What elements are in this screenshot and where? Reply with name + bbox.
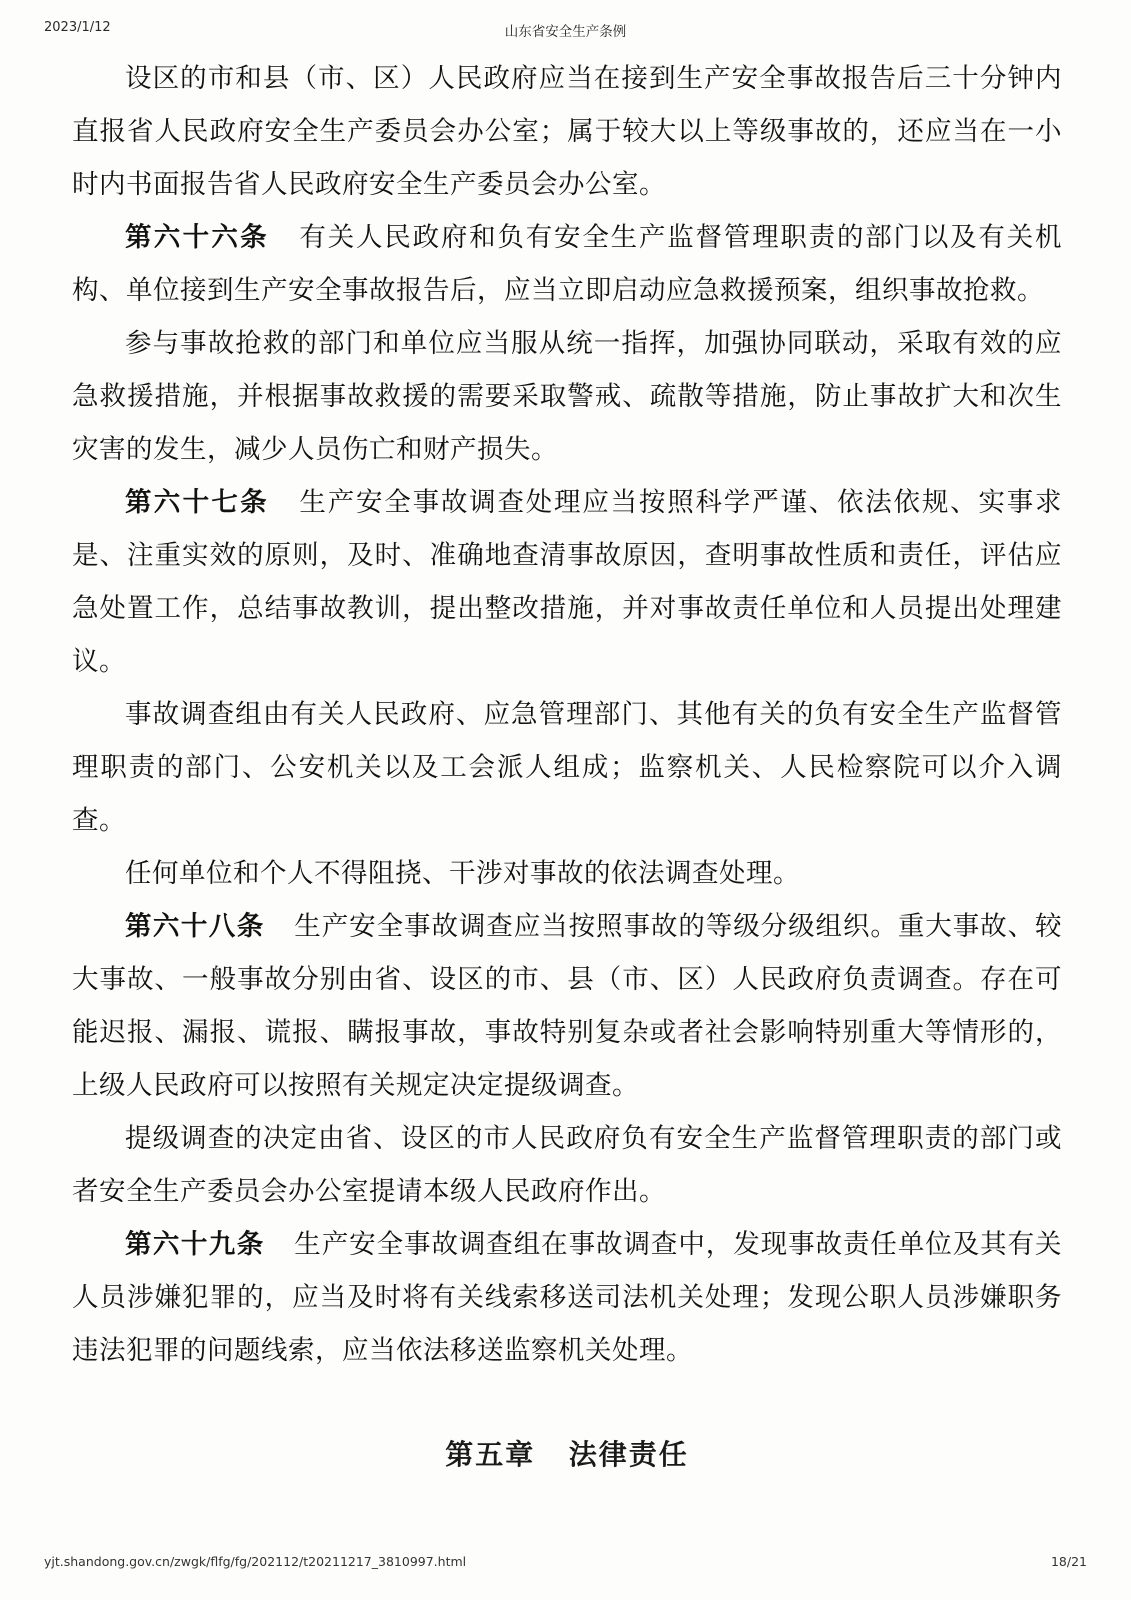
paragraph-rescue-coordination (72, 317, 1062, 476)
paragraph-article-67 (72, 476, 1062, 688)
paragraph-text: 生产安全事故调查应当按照事故的等级分级组织。重大事故、较大事故、一般事故分别由省、设区的市、县（市、区）人民政府负责调查。存在可能迟报、漏报、谎报、瞒报事故，事故特别复杂或者社会影响特别重大等情形的，上级人民政府可以按照有关规定决定提级调查。 (72, 911, 1063, 1101)
chapter-title: 法律责任 (568, 1438, 689, 1471)
paragraph-upgrade-decision (72, 1112, 1062, 1218)
paragraph-continued-report (72, 52, 1062, 211)
chapter-heading (72, 1377, 1062, 1473)
paragraph-article-68 (72, 900, 1062, 1112)
header-document-title: 山东省安全生产条例 (504, 24, 627, 40)
article-number: 第六十七条 (125, 487, 269, 518)
paragraph-investigation-team (72, 688, 1062, 847)
document-body (72, 52, 1062, 1482)
paragraph-article-69 (72, 1218, 1062, 1377)
footer-page-number: 18/21 (1050, 1554, 1087, 1569)
paragraph-text: 参与事故抢救的部门和单位应当服从统一指挥，加强协同联动，采取有效的应急救援措施，并根据事故救援的需要采取警戒、疏散等措施，防止事故扩大和次生灾害的发生，减少人员伤亡和财产损失。 (72, 328, 1062, 465)
paragraph-text: 设区的市和县（市、区）人民政府应当在接到生产安全事故报告后三十分钟内直报省人民政府安全生产委员会办公室；属于较大以上等级事故的，还应当在一小时内书面报告省人民政府安全生产委员会办公室。 (72, 63, 1062, 200)
page-header (0, 20, 1131, 42)
paragraph-article-66 (72, 211, 1062, 317)
paragraph-text: 生产安全事故调查组在事故调查中，发现事故责任单位及其有关人员涉嫌犯罪的，应当及时将有关线索移送司法机关处理；发现公职人员涉嫌职务违法犯罪的问题线索，应当依法移送监察机关处理。 (72, 1229, 1063, 1366)
chapter-number: 第五章 (445, 1438, 536, 1471)
paragraph-text: 生产安全事故调查处理应当按照科学严谨、依法依规、实事求是、注重实效的原则，及时、准确地查清事故原因，查明事故性质和责任，评估应急处置工作，总结事故教训，提出整改措施，并对事故责任单位和人员提出处理建议。 (72, 487, 1063, 677)
paragraph-text: 事故调查组由有关人民政府、应急管理部门、其他有关的负有安全生产监督管理职责的部门、公安机关以及工会派人组成；监察机关、人民检察院可以介入调查。 (72, 699, 1062, 836)
footer-source-url: yjt.shandong.gov.cn/zwgk/flfg/fg/202112/t20211217_3810997.html (44, 1554, 467, 1569)
article-number: 第六十九条 (125, 1229, 265, 1260)
paragraph-text: 有关人民政府和负有安全生产监督管理职责的部门以及有关机构、单位接到生产安全事故报告后，应当立即启动应急救援预案，组织事故抢救。 (72, 222, 1063, 306)
paragraph-no-obstruction (72, 847, 1062, 900)
paragraph-text: 提级调查的决定由省、设区的市人民政府负有安全生产监督管理职责的部门或者安全生产委员会办公室提请本级人民政府作出。 (72, 1123, 1062, 1207)
article-number: 第六十六条 (125, 222, 269, 253)
header-date: 2023/1/12 (44, 20, 111, 35)
page-footer (0, 1554, 1131, 1574)
article-number: 第六十八条 (125, 911, 265, 942)
paragraph-text: 任何单位和个人不得阻挠、干涉对事故的依法调查处理。 (125, 858, 800, 889)
